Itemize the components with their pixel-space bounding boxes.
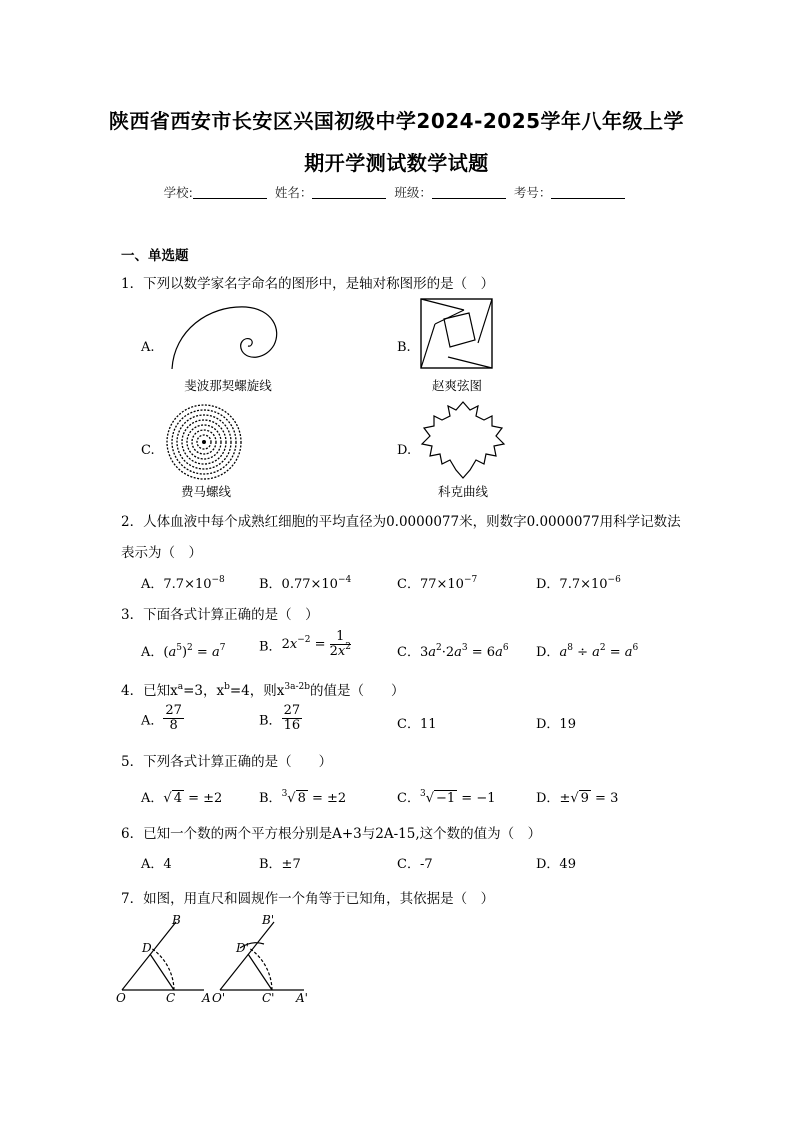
fig-label-c: C bbox=[166, 991, 176, 1005]
class-blank[interactable] bbox=[432, 185, 506, 199]
question-2-line1: 2．人体血液中每个成熟红细胞的平均直径为0.0000077米，则数字0.0000077用科学记数法 bbox=[121, 514, 681, 530]
koch-curve-figure bbox=[418, 400, 508, 484]
school-label: 学校: bbox=[163, 185, 193, 200]
q1-caption-a: 斐波那契螺旋线 bbox=[184, 378, 272, 393]
section-heading: 一、单选题 bbox=[121, 248, 189, 264]
fig-label-d: D bbox=[142, 941, 152, 955]
question-6-text: 6．已知一个数的两个平方根分别是A+3与2A-15,这个数的值为（ ） bbox=[121, 826, 542, 842]
fig-label-b-prime: B' bbox=[262, 913, 275, 927]
fermat-spiral-figure bbox=[164, 402, 244, 482]
q3-option-d: D．$a^8 \div a^2 = a^6$ bbox=[536, 643, 639, 660]
q3-option-c: C．$3a^2\cdot 2a^3 = 6a^6$ bbox=[397, 643, 509, 660]
q6-option-d: D．49 bbox=[536, 857, 576, 872]
page-title-line1: 陕西省西安市长安区兴国初级中学2024-2025学年八年级上学 bbox=[108, 109, 685, 133]
q1-option-a-label: A. bbox=[141, 340, 155, 355]
q6-option-a: A．4 bbox=[141, 857, 172, 872]
question-7-text: 7．如图，用直尺和圆规作一个角等于已知角，其依据是（ ） bbox=[121, 891, 495, 907]
name-blank[interactable] bbox=[312, 185, 386, 199]
q4-option-d: D．19 bbox=[536, 717, 576, 732]
q5-option-a: A．√ 4 = ±2 bbox=[141, 791, 223, 806]
q3-option-b: B．$2x^{-2}$ = $\frac{1}{2x^2}$ bbox=[259, 629, 351, 660]
q5-option-c: C．$^3$√ −1 = −1 bbox=[397, 789, 496, 806]
q4-option-c: C．11 bbox=[397, 717, 437, 732]
q5-option-b: B．$^3$√ 8 = ±2 bbox=[259, 789, 347, 806]
q1-option-b-label: B. bbox=[397, 340, 411, 355]
q5-option-d: D．±√ 9 = 3 bbox=[536, 791, 619, 806]
q1-caption-c: 费马螺线 bbox=[180, 484, 231, 499]
fig-label-a: A bbox=[202, 991, 211, 1005]
q6-option-b: B．±7 bbox=[259, 857, 301, 872]
q2-option-b: B．$0.77\times 10^{-4}$ bbox=[259, 575, 352, 592]
fig-label-b: B bbox=[172, 913, 181, 927]
q1-option-d-label: D. bbox=[397, 443, 412, 458]
fig-label-c-prime: C' bbox=[262, 991, 275, 1005]
q1-option-c-label: C. bbox=[141, 443, 155, 458]
class-label: 班级： bbox=[394, 185, 432, 200]
exam-no-blank[interactable] bbox=[551, 185, 625, 199]
q4-option-b: B． $\frac{27}{16}$ bbox=[259, 703, 301, 734]
q3-option-a: A．$(a^5)^2 = a^7$ bbox=[141, 643, 226, 660]
q2-option-c: C．$77\times 10^{-7}$ bbox=[397, 575, 478, 592]
question-4-text: 4．已知$x^a=3$，$x^b=4$，则$x^{3a-2b}$的值是（ ） bbox=[121, 682, 405, 699]
question-5-text: 5．下列各式计算正确的是（ ） bbox=[121, 754, 333, 770]
question-1-text: 1．下列以数学家名字命名的图形中，是轴对称图形的是（ ） bbox=[121, 276, 495, 292]
q1-caption-d: 科克曲线 bbox=[437, 484, 488, 499]
q6-option-c: C．-7 bbox=[397, 857, 433, 872]
fibonacci-spiral-figure bbox=[168, 303, 284, 373]
zhao-shuang-diagram-figure bbox=[420, 298, 494, 370]
question-2-line2: 表示为（ ） bbox=[121, 545, 202, 561]
fig-label-a-prime: A' bbox=[296, 991, 308, 1005]
q1-caption-b: 赵爽弦图 bbox=[431, 378, 482, 393]
fig-label-o-prime: O' bbox=[212, 991, 226, 1005]
school-blank[interactable] bbox=[193, 185, 267, 199]
page-title-line2: 期开学测试数学试题 bbox=[304, 151, 489, 175]
question-3-text: 3．下面各式计算正确的是（ ） bbox=[121, 607, 319, 623]
name-label: 姓名： bbox=[274, 185, 313, 200]
fig-label-d-prime: D' bbox=[236, 941, 249, 955]
fig-label-o: O bbox=[116, 991, 126, 1005]
student-info-line bbox=[0, 183, 793, 201]
q2-option-a: A．$7.7\times 10^{-8}$ bbox=[141, 575, 225, 592]
q4-option-a: A． $\frac{27}{8}$ bbox=[141, 703, 182, 734]
exam-no-label: 考号： bbox=[513, 185, 552, 200]
angle-construction-figure bbox=[112, 910, 322, 1006]
q2-option-d: D．$7.7\times 10^{-6}$ bbox=[536, 575, 621, 592]
